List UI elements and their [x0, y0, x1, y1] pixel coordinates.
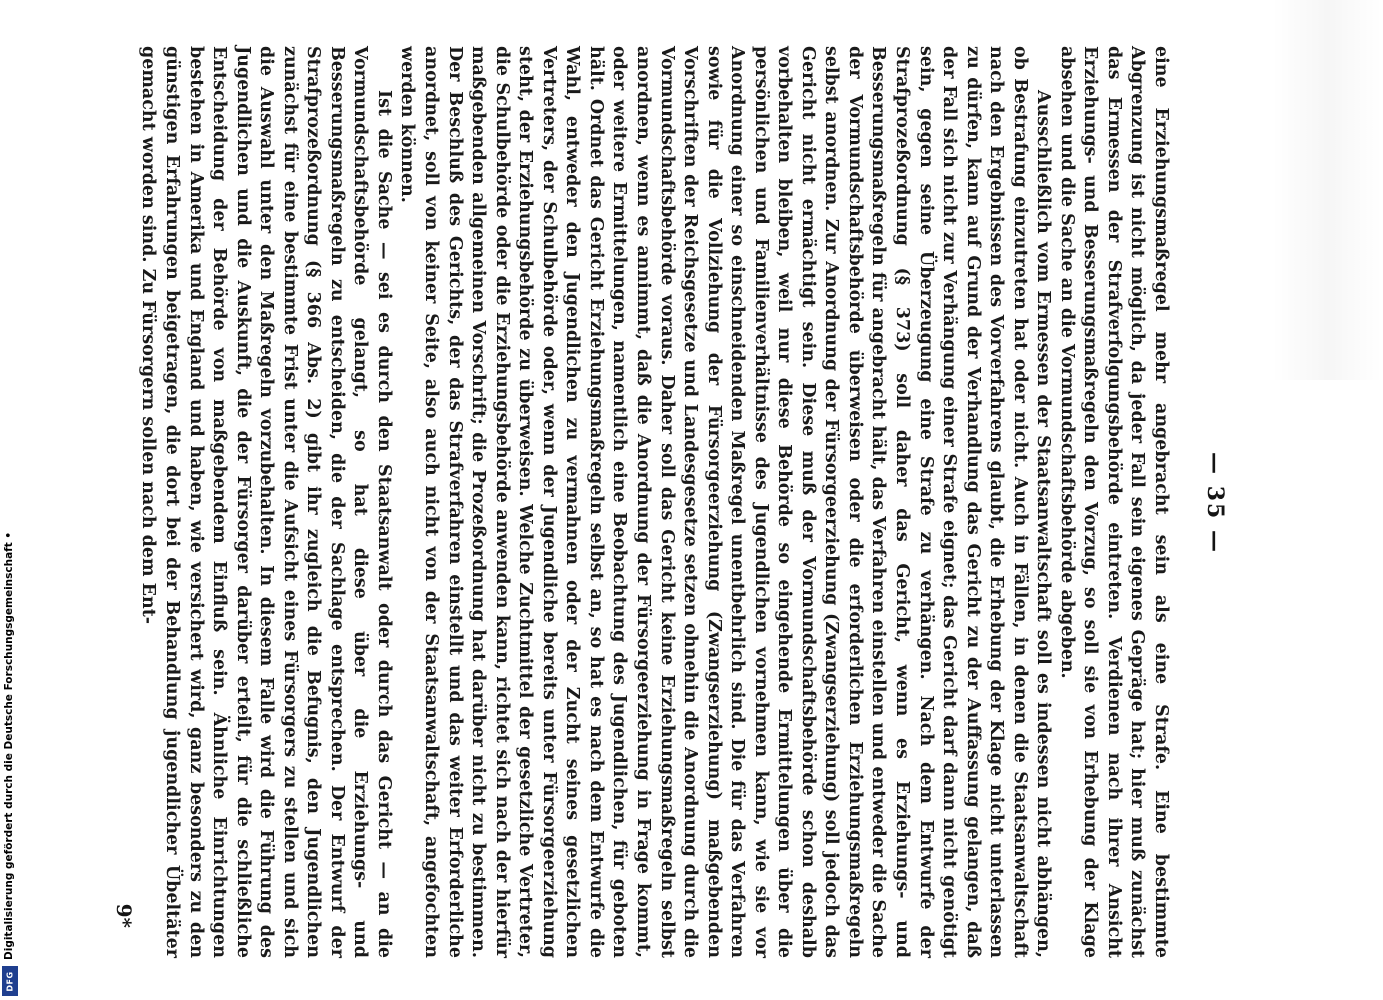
paragraph-3: Ist die Sache — sei es durch den Staatsanwalt oder durch das Gericht — an die Vormundschaftsbehörde gelangt, so hat diese über die Erziehungs- und Besserungsmaßregeln zu entscheiden, die der Sachlage entsprechen. Der Entwurf der Strafprozeßordnung (§ 366 Abs. 2) gibt ihr zugleich die Befugnis, den Jugendlichen zunächst für eine bestimmte Frist unter die Aufsicht eines Fürsorgers zu stellen und sich die Auswahl unter den Maßregeln vorzubehalten. In diesem Falle wird die Führung des Jugendlichen und die Auskunft, die der Fürsorger darüber erteilt, für die schließliche Entscheidung der Behörde von maßgebendem Einfluß sein. Ähnliche Einrichtungen bestehen in Amerika und England und haben, wie versichert wird, ganz besonders zu den günstigen Erfahrungen beigetragen, die dort bei der Behandlung jugendlicher Übeltäter gemacht worden sind. Zu Fürsorgern sollen nach dem Ent- [138, 46, 394, 958]
scan-shadow [1272, 0, 1382, 380]
body-text [136, 46, 1172, 958]
page-number: — 35 — [1202, 452, 1228, 554]
dfg-logo-label: DFG [5, 970, 15, 992]
credit-strip [0, 0, 22, 1000]
paragraph-2: Ausschließlich vom Ermessen der Staatsanwaltschaft soll es indessen nicht abhängen, ob Bestrafung einzutreten hat oder nicht. Auch in Fällen, in denen die Staatsanwaltschaft nach den Ergebnissen des Vorverfahrens glaubt, die Erhebung der Klage nicht unterlassen zu dürfen, kann auf Grund der Verhandlung das Gericht zu der Auffassung gelangen, daß der Fall sich nicht zur Verhängung einer Strafe eignet; das Gericht darf dann nicht genötigt sein, gegen seine Überzeugung eine Strafe zu verhängen. Nach dem Entwurfe der Strafprozeßordnung (§ 373) soll daher das Gericht, wenn es Erziehungs- und Besserungsmaßregeln für angebracht hält, das Verfahren einstellen und entweder die Sache der Vormundschaftsbehörde überweisen oder die erforderlichen Erziehungsmaßregeln selbst anordnen. Zur Anordnung der Fürsorgeerziehung (Zwangserziehung) soll jedoch das Gericht nicht ermächtigt sein. Diese muß der Vormundschaftsbehörde schon deshalb vorbehalten bleiben, weil nur diese Behörde so eingehende Ermittelungen über die persönlichen und Familienverhältnisse des Jugendlichen vornehmen kann, wie sie vor Anordnung einer so einschneidenden Maßregel unentbehrlich sind. Die für das Verfahren sowie für die Vollziehung der Fürsorgeerziehung (Zwangserziehung) maßgebenden Vorschriften der Reichsgesetze und Landesgesetze setzen ohnehin die Anordnung durch die Vormundschaftsbehörde voraus. Daher soll das Gericht keine Erziehungsmaßregeln selbst anordnen, wenn es annimmt, daß die Anordnung der Fürsorgeerziehung in Frage kommt, oder weitere Ermittelungen, namentlich eine Beobachtung des Jugendlichen, für geboten hält. Ordnet das Gericht Erziehungsmaßregeln selbst an, so hat es nach dem Entwurfe die Wahl, entweder den Jugendlichen zu vermahnen oder der Zucht seines gesetzlichen Vertreters, der Schulbehörde oder, wenn der Jugendliche bereits unter Fürsorgeerziehung steht, der Erziehungsbehörde zu überweisen. Welche Zuchtmittel der gesetzliche Vertreter, die Schulbehörde oder die Erziehungsbehörde anwenden kann, richtet sich nach der hierfür maßgebenden allgemeinen Vorschrift; die Prozeßordnung hat darüber nicht zu bestimmen. Der Beschluß des Gerichts, der das Strafverfahren einstellt und das weiter Erforderliche anordnet, soll von keiner Seite, also auch nicht von der Staatsanwaltschaft, angefochten werden können. [397, 46, 1054, 958]
rotated-page [112, 38, 1228, 968]
funding-credit: Digitalisierung gefördert durch die Deutsche Forschungsgemeinschaft • [3, 531, 15, 960]
paragraph-1: eine Erziehungsmaßregel mehr angebracht sein als eine Strafe. Eine bestimmte Abgrenzung ist nicht möglich, da jeder Fall sein eigenes Gepräge hat; hier muß zunächst das Ermessen der Strafverfolgungsbehörde eintreten. Verdienen nach ihrer Ansicht Erziehungs- und Besserungsmaßregeln den Vorzug, so soll sie von Erhebung der Klage absehen und die Sache an die Vormundschaftsbehörde abgeben. [1056, 46, 1171, 958]
dfg-logo-icon [2, 966, 18, 996]
signature-mark: 9* [112, 903, 136, 928]
